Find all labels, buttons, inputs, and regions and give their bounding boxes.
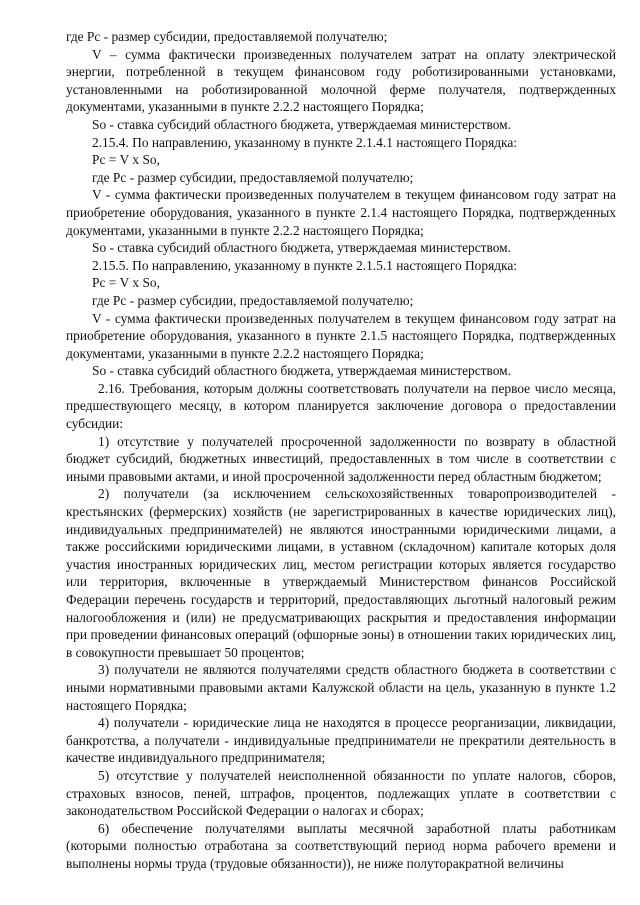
requirement-6: 6) обеспечение получателями выплаты месячной заработной платы работникам (которыми полностью отработана за соответствующий период норма рабочего времени и выполнены нормы труда (трудовые обязанности)), не ниже полуторакратной величины — [66, 820, 616, 871]
requirement-5: 5) отсутствие у получателей неисполненной обязанности по уплате налогов, сборов, страховых взносов, пеней, штрафов, процентов, подлежащих уплате в соответствии с законодательством Российской Федерации о налогах и сборах; — [66, 767, 616, 819]
document-body — [66, 28, 616, 873]
formula: Рс = V x So, — [92, 275, 160, 291]
clause-2-15-4: 2.15.4. По направлению, указанному в пункте 2.1.4.1 настоящего Порядка: — [92, 134, 518, 150]
requirement-4: 4) получатели - юридические лица не находятся в процессе реорганизации, ликвидации, банкротства, а получатели - индивидуальные предприниматели не прекратили деятельность в качестве индивидуального предпринимателя; — [66, 715, 616, 766]
definition-so: So - ставка субсидий областного бюджета, утверждаемая министерством. — [92, 116, 512, 132]
definition-so: So - ставка субсидий областного бюджета, утверждаемая министерством. — [92, 240, 512, 256]
definition-rc: где Рс - размер субсидии, предоставляемой получателю; — [66, 29, 388, 44]
formula: Рс = V x So, — [92, 152, 160, 168]
definition-rc: где Рс - размер субсидии, предоставляемой получателю; — [92, 169, 414, 185]
definition-v: V - сумма фактически произведенных получателем в текущем финансовом году затрат на приобретение оборудования, указанного в пункте 2.1.4 настоящего Порядка, подтвержденных документами, указанными в пункте 2.2.2 настоящего Порядка; — [66, 187, 616, 238]
requirement-3: 3) получатели не являются получателями средств областного бюджета в соответствии с иными нормативными правовыми актами Калужской области на цель, указанную в пункте 1.2 настоящего Порядка; — [66, 662, 616, 713]
definition-rc: где Рс - размер субсидии, предоставляемой получателю; — [92, 292, 414, 308]
definition-v: V – сумма фактически произведенных получателем затрат на оплату электрической энергии, потребленной в текущем финансовом году роботизированными установками, установленными на роботизированной молочной ферме получателя, подтвержденных документами, указанными в пункте 2.2.2 настоящего Порядка; — [66, 46, 616, 115]
definition-so: So - ставка субсидий областного бюджета, утверждаемая министерством. — [92, 363, 512, 379]
clause-2-16: 2.16. Требования, которым должны соответствовать получатели на первое число месяца, предшествующего месяцу, в котором планируется заключение договора о предоставлении субсидии: — [66, 380, 616, 432]
requirement-1: 1) отсутствие у получателей просроченной задолженности по возврату в областной бюджет субсидий, бюджетных инвестиций, предоставленных в том числе в соответствии с иными правовыми актами, и иной просроченной задолженности перед областным бюджетом; — [66, 433, 616, 484]
requirement-2: 2) получатели (за исключением сельскохозяйственных товаропроизводителей - крестьянских (фермерских) хозяйств (не зарегистрированных в качестве юридических лиц), индивидуальных предпринимателей) не являются иностранными юридическими лицами, а также российскими юридическими лицами, в уставном (складочном) капитале которых доля участия иностранных юридических лиц, местом регистрации которых является государство или территория, включенные в утверждаемый Министерством финансов Российской Федерации перечень государств и территорий, предоставляющих льготный налоговый режим налогообложения и (или) не предусматривающих раскрытия и предоставления информации при проведении финансовых операций (офшорные зоны) в отношении таких юридических лиц, в совокупности превышает 50 процентов; — [66, 486, 616, 660]
clause-2-15-5: 2.15.5. По направлению, указанному в пункте 2.1.5.1 настоящего Порядка: — [92, 257, 518, 273]
definition-v: V - сумма фактически произведенных получателем в текущем финансовом году затрат на приобретение оборудования, указанного в пункте 2.1.5 настоящего Порядка, подтвержденных документами, указанными в пункте 2.2.2 настоящего Порядка; — [66, 310, 616, 361]
